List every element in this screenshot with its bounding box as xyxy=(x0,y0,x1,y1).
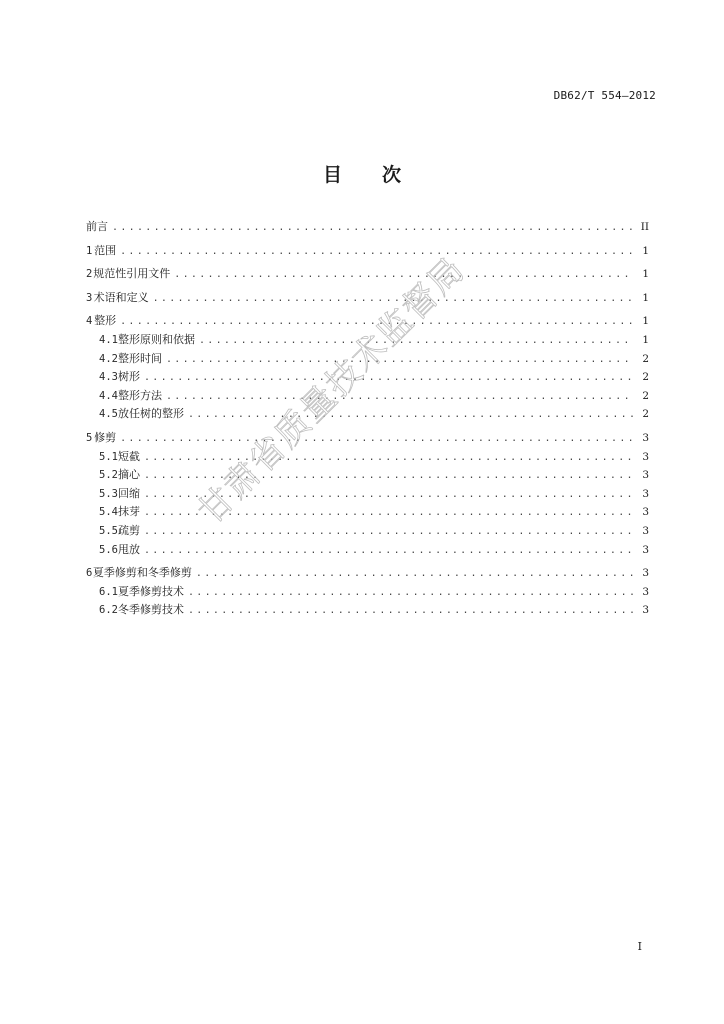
toc-entry-page: 3 xyxy=(642,431,649,444)
toc-entry-label: 整形方法 xyxy=(117,388,162,402)
toc-entry-page: 3 xyxy=(642,567,649,580)
toc-entry-label: 夏季修剪和冬季修剪 xyxy=(92,566,192,580)
toc-entry-page: 3 xyxy=(642,506,649,519)
toc-entry[interactable] xyxy=(86,448,649,467)
toc-entry-label: 规范性引用文件 xyxy=(93,267,171,281)
toc-dot-leader xyxy=(120,243,633,262)
toc-entry-label: 摘心 xyxy=(117,468,140,482)
toc-entry-page: 2 xyxy=(642,371,649,384)
toc-entry-number: 4.5 xyxy=(99,408,118,421)
toc-entry-page: 3 xyxy=(642,487,649,500)
toc-dot-leader xyxy=(144,523,633,542)
toc-dot-leader xyxy=(120,313,633,332)
title-char-2: 次 xyxy=(382,164,402,186)
toc-entry-label: 疏剪 xyxy=(117,523,140,537)
toc-dot-leader xyxy=(188,584,633,603)
toc-entry-page: 3 xyxy=(642,585,649,598)
toc-entry-label: 修剪 xyxy=(94,430,117,444)
toc-entry-page: 2 xyxy=(642,389,649,402)
toc-entry-label: 甩放 xyxy=(117,542,140,556)
toc-entry-page: 2 xyxy=(642,408,649,421)
toc-entry-number: 3 xyxy=(86,291,93,304)
toc-entry-label: 短截 xyxy=(117,449,140,463)
toc-entry-number: 6.1 xyxy=(99,585,118,598)
toc-entry[interactable] xyxy=(86,601,649,620)
toc-entry-page: 1 xyxy=(642,291,649,304)
toc-dot-leader xyxy=(199,332,633,351)
toc-entry[interactable] xyxy=(86,583,649,602)
toc-dot-leader xyxy=(120,430,633,449)
toc-entry[interactable] xyxy=(86,405,649,424)
toc-entry[interactable] xyxy=(86,387,649,406)
toc-entry-number: 6.2 xyxy=(99,604,118,617)
toc-entry[interactable] xyxy=(86,265,649,284)
toc-entry-number: 5.6 xyxy=(99,543,118,556)
toc-entry[interactable] xyxy=(86,485,649,504)
toc-entry[interactable] xyxy=(86,331,649,350)
toc-dot-leader xyxy=(144,486,633,505)
toc-entry-number: 5.3 xyxy=(99,487,118,500)
toc-dot-leader xyxy=(153,290,633,309)
toc-entry-label: 前言 xyxy=(86,220,108,233)
toc-entry-page: 3 xyxy=(642,524,649,537)
toc-entry-label: 树形 xyxy=(117,370,140,384)
toc-entry-page: 3 xyxy=(642,450,649,463)
toc-entry-page: 1 xyxy=(642,315,649,328)
watermark: 甘肃省质量技术监督局 xyxy=(190,249,474,532)
toc-entry[interactable] xyxy=(86,522,649,541)
toc-entry-number: 1 xyxy=(86,244,93,257)
toc-entry-page: 2 xyxy=(642,352,649,365)
toc-entry-page: 3 xyxy=(642,469,649,482)
toc-dot-leader xyxy=(144,369,633,388)
toc-entry-page: 1 xyxy=(642,244,649,257)
toc-entry-number: 5.4 xyxy=(99,506,118,519)
toc-entry-label: 冬季修剪技术 xyxy=(117,603,184,617)
toc-entry-number: 4.1 xyxy=(99,333,118,346)
toc-dot-leader xyxy=(144,504,633,523)
toc-dot-leader xyxy=(166,388,633,407)
toc-entry-label: 回缩 xyxy=(117,486,140,500)
toc-entry-number: 4.3 xyxy=(99,371,118,384)
toc-entry[interactable] xyxy=(86,564,649,583)
table-of-contents xyxy=(86,218,649,620)
toc-entry[interactable] xyxy=(86,503,649,522)
toc-entry[interactable] xyxy=(86,350,649,369)
toc-entry-page: II xyxy=(640,221,649,233)
toc-entry[interactable] xyxy=(86,541,649,560)
toc-dot-leader xyxy=(166,351,633,370)
toc-entry[interactable] xyxy=(86,289,649,308)
title-char-1: 目 xyxy=(322,164,342,186)
standard-number: DB62/T 554—2012 xyxy=(553,89,656,102)
toc-entry-number: 2 xyxy=(86,268,93,281)
toc-entry-number: 4.4 xyxy=(99,389,118,402)
toc-dot-leader xyxy=(188,406,633,425)
toc-entry[interactable] xyxy=(86,368,649,387)
toc-entry-number: 5 xyxy=(86,431,93,444)
toc-dot-leader xyxy=(112,219,633,238)
toc-entry-label: 放任树的整形 xyxy=(117,407,184,421)
toc-entry[interactable] xyxy=(86,218,649,237)
toc-entry-page: 1 xyxy=(642,268,649,281)
toc-entry-number: 6 xyxy=(86,567,93,580)
toc-entry-label: 整形时间 xyxy=(117,351,162,365)
page-number: I xyxy=(637,940,642,953)
toc-entry-page: 3 xyxy=(642,543,649,556)
toc-entry-label: 整形 xyxy=(94,314,117,328)
toc-entry[interactable] xyxy=(86,466,649,485)
toc-entry-label: 范围 xyxy=(94,243,117,257)
toc-dot-leader xyxy=(196,565,633,584)
toc-entry[interactable] xyxy=(86,312,649,331)
toc-dot-leader xyxy=(144,542,633,561)
toc-dot-leader xyxy=(144,467,633,486)
toc-dot-leader xyxy=(188,602,633,621)
toc-entry-number: 4 xyxy=(86,315,93,328)
toc-entry[interactable] xyxy=(86,242,649,261)
toc-entry-number: 4.2 xyxy=(99,352,118,365)
toc-entry-page: 1 xyxy=(642,333,649,346)
toc-entry-label: 夏季修剪技术 xyxy=(117,584,184,598)
toc-entry-label: 整形原则和依据 xyxy=(117,332,195,346)
toc-dot-leader xyxy=(174,266,633,285)
toc-entry[interactable] xyxy=(86,429,649,448)
toc-entry-number: 5.2 xyxy=(99,469,118,482)
toc-entry-label: 术语和定义 xyxy=(93,290,149,304)
toc-dot-leader xyxy=(144,449,633,468)
page-title xyxy=(0,160,724,187)
toc-entry-number: 5.1 xyxy=(99,450,118,463)
toc-entry-label: 抹芽 xyxy=(117,505,140,519)
toc-entry-number: 5.5 xyxy=(99,524,118,537)
toc-entry-page: 3 xyxy=(642,604,649,617)
